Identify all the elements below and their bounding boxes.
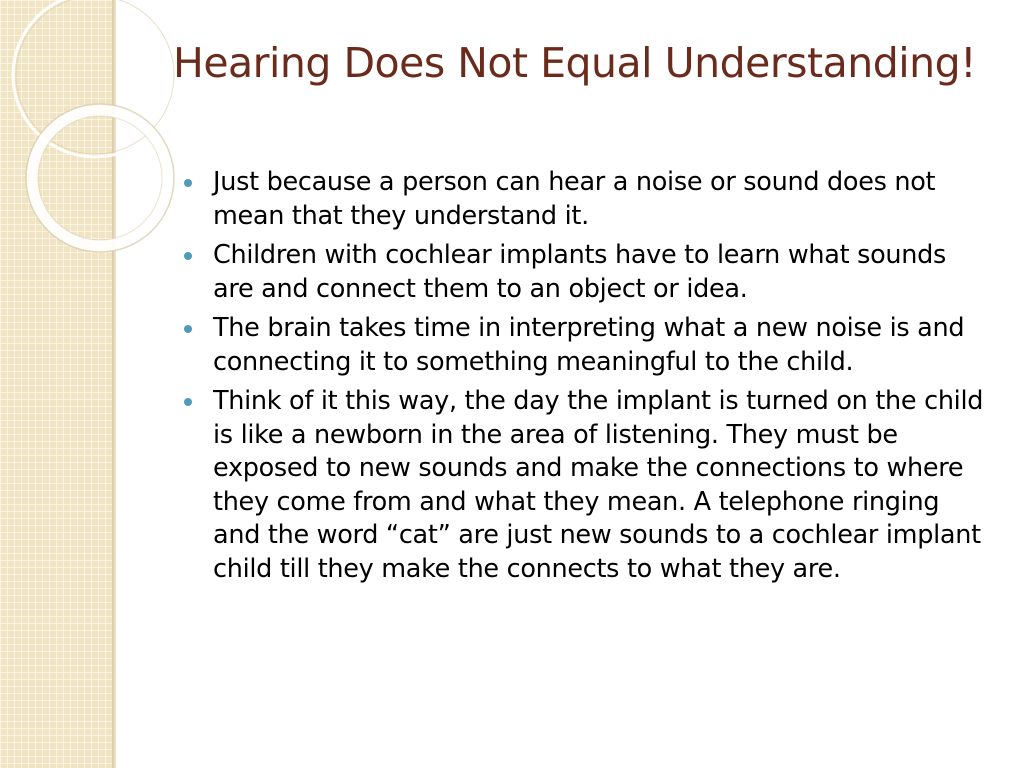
decorative-ring-lower — [32, 110, 168, 246]
bullet-item — [182, 312, 994, 379]
bullet-dot-icon — [184, 179, 192, 187]
bullet-dot-icon — [184, 325, 192, 333]
bullet-list — [182, 166, 994, 592]
bullet-item — [182, 239, 994, 306]
slide-title: Hearing Does Not Equal Understanding! — [173, 39, 977, 87]
bullet-text: Think of it this way, the day the implant is turned on the child is like a newborn in the area of listening. They must be exposed to new sounds and make the connections to where they come from and what they mean. A telephone ringing and the word “cat” are just new sounds to a cochlear implant child till they make the connects to what they are. — [213, 386, 984, 584]
bullet-text: The brain takes time in interpreting what a new noise is and connecting it to something meaningful to the child. — [213, 313, 965, 377]
bullet-item — [182, 166, 994, 233]
bullet-text: Just because a person can hear a noise or sound does not mean that they understand it. — [213, 167, 936, 231]
bullet-item — [182, 385, 994, 586]
decorative-rings — [0, 0, 160, 300]
bullet-dot-icon — [184, 252, 192, 260]
bullet-text: Children with cochlear implants have to learn what sounds are and connect them to an object or idea. — [213, 240, 946, 304]
bullet-dot-icon — [184, 398, 192, 406]
